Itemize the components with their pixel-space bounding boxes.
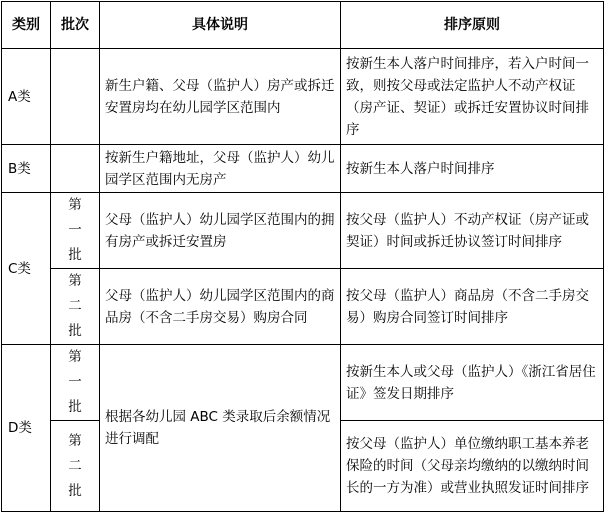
table-row-a: [2, 49, 604, 145]
description-d: 根据各幼儿园 ABC 类录取后余额情况进行调配: [100, 345, 341, 512]
category-c: C类: [2, 193, 51, 345]
batch-d-1: 第一批: [68, 349, 82, 415]
admission-table-wrapper: [1, 1, 604, 512]
table-row-c-batch-2: [2, 269, 604, 345]
header-category: 类别: [2, 2, 51, 49]
description-b: 按新生户籍地址，父母（监护人）幼儿园学区范围内无房产: [100, 145, 341, 193]
batch-c-1-cell: [51, 193, 100, 269]
batch-d-1-cell: [51, 345, 100, 421]
sorting-c-1: 按父母（监护人）不动产权证（房产证或契证）时间或拆迁协议签订时间排序: [341, 193, 604, 269]
sorting-b: 按新生本人落户时间排序: [341, 145, 604, 193]
table-row-d-batch-1: [2, 345, 604, 421]
batch-a-empty: [51, 49, 100, 145]
table-header-row: [2, 2, 604, 49]
description-c-2: 父母（监护人）幼儿园学区范围内的商品房（不含二手房交易）购房合同: [100, 269, 341, 345]
admission-table: [1, 1, 604, 512]
batch-d-2: 第二批: [68, 432, 82, 499]
category-d: D类: [2, 345, 51, 512]
batch-c-2: 第二批: [68, 273, 82, 339]
sorting-a: 按新生本人落户时间排序，若入户时间一致，则按父母或法定监护人不动产权证（房产证、契证）或拆迁安置协议时间排序: [341, 49, 604, 145]
batch-b-empty: [51, 145, 100, 193]
header-batch: 批次: [51, 2, 100, 49]
batch-d-2-cell: [51, 421, 100, 512]
table-row-c-batch-1: [2, 193, 604, 269]
batch-c-1: 第一批: [68, 197, 82, 263]
category-a: A类: [2, 49, 51, 145]
sorting-d-2: 按父母（监护人）单位缴纳职工基本养老保险的时间（父母亲均缴纳的以缴纳时间长的一方为准）或营业执照发证时间排序: [341, 421, 604, 512]
header-sorting: 排序原则: [341, 2, 604, 49]
sorting-d-1: 按新生本人或父母（监护人）《浙江省居住证》签发日期排序: [341, 345, 604, 421]
header-description: 具体说明: [100, 2, 341, 49]
table-row-b: [2, 145, 604, 193]
category-b: B类: [2, 145, 51, 193]
description-c-1: 父母（监护人）幼儿园学区范围内的拥有房产或拆迁安置房: [100, 193, 341, 269]
description-a: 新生户籍、父母（监护人）房产或拆迁安置房均在幼儿园学区范围内: [100, 49, 341, 145]
batch-c-2-cell: [51, 269, 100, 345]
sorting-c-2: 按父母（监护人）商品房（不含二手房交易）购房合同签订时间排序: [341, 269, 604, 345]
